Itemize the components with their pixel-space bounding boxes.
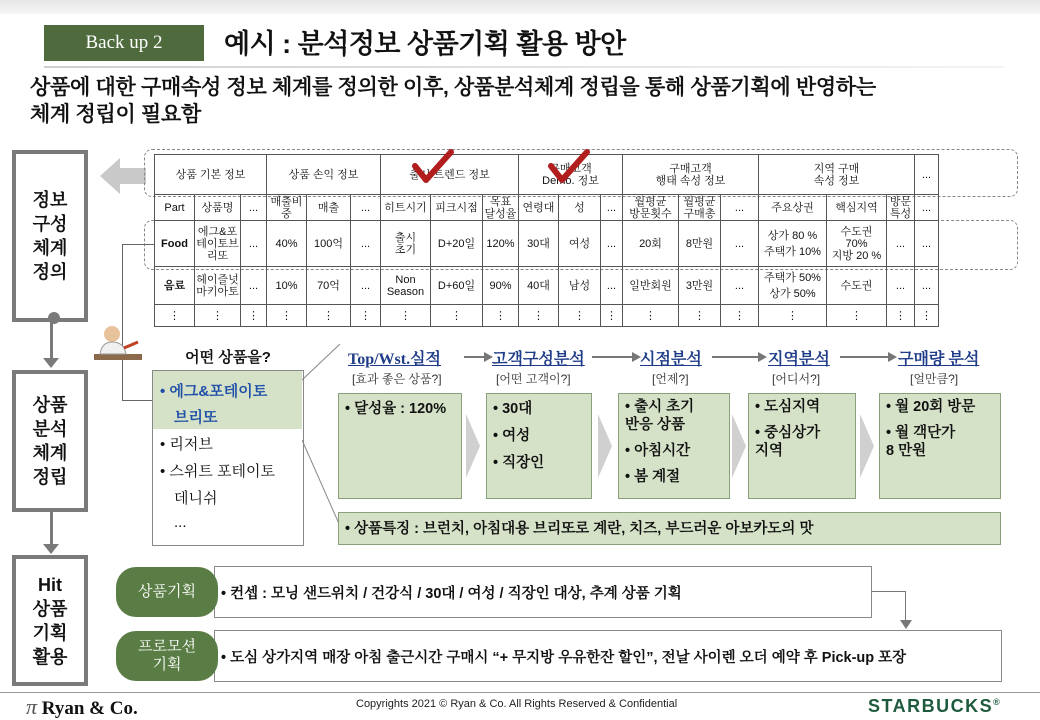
- col-header: 연령대: [519, 195, 559, 221]
- col-header: 성: [559, 195, 601, 221]
- col-header: 주요상권: [759, 195, 827, 221]
- copyright-text: Copyrights 2021 © Ryan & Co. All Rights Reserved & Confidential: [356, 698, 678, 710]
- stage-arrow-head: [632, 352, 641, 362]
- stage-arrow-head: [758, 352, 767, 362]
- table-cell: ⋮: [307, 305, 351, 327]
- table-row-beverage: [155, 267, 939, 305]
- stage-sub-time: [언제?]: [652, 372, 689, 386]
- table-cell: 10%: [267, 267, 307, 305]
- table-cell: ⋮: [915, 305, 939, 327]
- table-cell: 40%: [267, 221, 307, 267]
- stage-bullet: • 아침시간: [625, 443, 691, 459]
- table-cell: ...: [601, 267, 623, 305]
- table-cell: Non Season: [381, 267, 431, 305]
- company-logo: [26, 694, 138, 720]
- table-cell: 일반회원: [623, 267, 679, 305]
- link-line-top: [122, 244, 154, 245]
- table-cell: ⋮: [623, 305, 679, 327]
- table-cell: ⋮: [483, 305, 519, 327]
- group-profit-info: 상품 손익 정보: [267, 155, 381, 195]
- col-header: ...: [601, 195, 623, 221]
- product-item[interactable]: • 리저브: [160, 436, 213, 453]
- product-question: 어떤 상품을?: [185, 349, 271, 366]
- stage-bullet: • 봄 계절: [625, 469, 681, 485]
- plan-promo-connector: [872, 591, 906, 592]
- left-arrow-icon: [100, 156, 148, 196]
- table-cell: 수도권 70% 지방 20 %: [827, 221, 887, 267]
- person-icon: [88, 320, 148, 372]
- footer-divider: [0, 692, 1040, 693]
- stage-bullet: • 달성율 : 120%: [345, 401, 447, 417]
- stage-box-time: [618, 393, 730, 499]
- table-cell: 주택가 50% 상가 50%: [759, 267, 827, 305]
- table-cell: ⋮: [721, 305, 759, 327]
- table-cell: ...: [351, 221, 381, 267]
- process-dot: [48, 312, 60, 324]
- stage-arrow-line: [464, 356, 486, 358]
- table-cell: 70억: [307, 267, 351, 305]
- stage-sub-region: [어디서?]: [772, 372, 821, 386]
- promo-label-pill: 프로모션 기획: [116, 631, 218, 681]
- process-step-1: 정보 구성 체계 정의: [12, 150, 88, 322]
- group-basic-info: 상품 기본 정보: [155, 155, 267, 195]
- table-cell: ⋮: [601, 305, 623, 327]
- info-structure-table: [154, 154, 939, 327]
- table-cell: 8만원: [679, 221, 721, 267]
- intro-line-2: 체계 정립이 필요함: [30, 103, 201, 126]
- company-name: Ryan & Co.: [41, 698, 138, 719]
- col-header: 목표 달성율: [483, 195, 519, 221]
- table-cell: ⋮: [519, 305, 559, 327]
- table-cell: 40대: [519, 267, 559, 305]
- table-cell: ⋮: [679, 305, 721, 327]
- table-cell: ...: [241, 221, 267, 267]
- col-header: 핵심지역: [827, 195, 887, 221]
- stage-bullet: • 도심지역: [755, 399, 821, 415]
- table-cell: 출시 초기: [381, 221, 431, 267]
- table-cell: ...: [721, 221, 759, 267]
- link-line-bottom: [122, 400, 152, 401]
- process-arrow-1: [43, 358, 59, 368]
- table-cell: D+20일: [431, 221, 483, 267]
- stage-bullet: • 월 객단가 8 만원: [886, 425, 956, 459]
- table-cell: 30대: [519, 221, 559, 267]
- stage-title-time: 시점분석: [640, 351, 702, 368]
- promo-text-box: • 도심 상가지역 매장 아침 출근시간 구매시 “+ 무지방 우유한잔 할인”, 전날 사이렌 오더 예약 후 Pick-up 포장: [214, 630, 1002, 682]
- table-cell: ...: [241, 267, 267, 305]
- table-cell: ⋮: [759, 305, 827, 327]
- plan-text-box: • 컨셉 : 모닝 샌드위치 / 건강식 / 30대 / 여성 / 직장인 대상, 추계 상품 기획: [214, 566, 872, 618]
- stage-bullet: • 월 20회 방문: [886, 399, 976, 415]
- table-cell: ⋮: [381, 305, 431, 327]
- table-cell: ⋮: [195, 305, 241, 327]
- stage-bullet: • 출시 초기 반응 상품: [625, 399, 695, 433]
- title-divider: [44, 66, 1004, 68]
- fan-lines: [302, 340, 342, 540]
- process-arrow-2: [43, 544, 59, 554]
- stage-bullet: • 직장인: [493, 455, 545, 471]
- chevron-right-icon: [860, 414, 874, 478]
- top-bar: [0, 0, 1040, 14]
- process-connector-1: [50, 322, 53, 362]
- stage-title-region: 지역분석: [768, 351, 830, 368]
- chevron-right-icon: [598, 414, 612, 478]
- table-cell: 상가 80 % 주택가 10%: [759, 221, 827, 267]
- table-cell: ⋮: [431, 305, 483, 327]
- stage-arrow-head: [888, 352, 897, 362]
- table-cell: 3만원: [679, 267, 721, 305]
- table-cell: ...: [915, 221, 939, 267]
- table-cell: ⋮: [559, 305, 601, 327]
- group-more: ...: [915, 155, 939, 195]
- down-arrow-icon: [900, 620, 912, 629]
- col-header: 매출비 중: [267, 195, 307, 221]
- group-behavior-info: 구매고객 행태 속성 정보: [623, 155, 759, 195]
- table-cell: 수도권: [827, 267, 887, 305]
- col-header: 매출: [307, 195, 351, 221]
- table-cell: 헤이즐넛 마키아토: [195, 267, 241, 305]
- stage-arrow-line: [592, 356, 634, 358]
- plan-label-pill: 상품기획: [116, 567, 218, 617]
- product-item-selected-cont: 브리또: [174, 409, 218, 426]
- table-cell: 에그&포 테이토브 리또: [195, 221, 241, 267]
- table-cell: D+60일: [431, 267, 483, 305]
- check-icon-demo: [548, 148, 590, 184]
- chevron-right-icon: [466, 414, 480, 478]
- product-item[interactable]: • 스위트 포테이토: [160, 463, 276, 480]
- registered-icon: ®: [993, 697, 1002, 707]
- chevron-right-icon: [732, 414, 746, 478]
- table-cell: 90%: [483, 267, 519, 305]
- table-cell: ⋮: [155, 305, 195, 327]
- stage-arrow-head: [484, 352, 493, 362]
- product-more: ...: [174, 514, 187, 531]
- table-cell: ⋮: [887, 305, 915, 327]
- table-cell: ...: [351, 267, 381, 305]
- page-title: 예시 : 분석정보 상품기획 활용 방안: [224, 29, 626, 59]
- table-cell: 여성: [559, 221, 601, 267]
- stage-title-top-wst: Top/Wst.실적: [348, 351, 442, 368]
- table-cell: ...: [915, 267, 939, 305]
- product-feature-bar: • 상품특징 : 브런치, 아침대용 브리또로 계란, 치즈, 부드러운 아보카도의 맛: [338, 512, 1001, 545]
- table-row-more: [155, 305, 939, 327]
- process-step-2: 상품 분석 체계 정립: [12, 370, 88, 512]
- stage-arrow-line: [840, 356, 890, 358]
- table-cell: 120%: [483, 221, 519, 267]
- table-row-food: [155, 221, 939, 267]
- table-cell: ⋮: [827, 305, 887, 327]
- stage-box-top-wst: [338, 393, 462, 499]
- group-region-info: 지역 구매 속성 정보: [759, 155, 915, 195]
- intro-text: [30, 74, 1020, 128]
- table-cell: 100억: [307, 221, 351, 267]
- col-header: 상품명: [195, 195, 241, 221]
- pi-icon: π: [26, 694, 38, 719]
- stage-sub-top-wst: [효과 좋은 상품?]: [352, 372, 442, 386]
- stage-sub-volume: [얼만큼?]: [910, 372, 959, 386]
- col-header: ...: [915, 195, 939, 221]
- product-item-selected[interactable]: • 에그&포테이토: [160, 383, 268, 400]
- table-column-header-row: [155, 195, 939, 221]
- brand-name: STARBUCKS: [868, 696, 994, 716]
- col-header: 월평균 방문횟수: [623, 195, 679, 221]
- brand-logo: [868, 696, 1001, 717]
- table-cell: ...: [721, 267, 759, 305]
- stage-bullet: • 중심상가 지역: [755, 425, 821, 459]
- col-header: ...: [351, 195, 381, 221]
- table-cell: ...: [887, 267, 915, 305]
- table-cell: ...: [887, 221, 915, 267]
- check-icon-trend: [412, 148, 454, 184]
- table-cell: 음료: [155, 267, 195, 305]
- col-header: Part: [155, 195, 195, 221]
- backup-badge: Back up 2: [44, 25, 204, 61]
- table-cell: ...: [601, 221, 623, 267]
- stage-arrow-line: [712, 356, 760, 358]
- stage-title-volume: 구매량 분석: [898, 351, 980, 368]
- col-header: 월평균 구매총: [679, 195, 721, 221]
- plan-promo-connector-v: [905, 591, 906, 621]
- group-trend-info: 출시 트렌드 정보: [381, 155, 519, 195]
- col-header: 방문 특성: [887, 195, 915, 221]
- process-connector-2: [50, 512, 53, 548]
- table-cell: Food: [155, 221, 195, 267]
- intro-line-1: 상품에 대한 구매속성 정보 체계를 정의한 이후, 상품분석체계 정립을 통해 상품기획에 반영하는: [30, 76, 876, 99]
- table-cell: ⋮: [351, 305, 381, 327]
- stage-bullet: • 여성: [493, 428, 531, 444]
- stage-box-customer: [486, 393, 592, 499]
- product-item-cont: 데니쉬: [174, 490, 218, 507]
- stage-sub-customer: [어떤 고객이?]: [496, 372, 571, 386]
- stage-title-customer: 고객구성분석: [492, 351, 585, 368]
- col-header: ...: [241, 195, 267, 221]
- col-header: 피크시점: [431, 195, 483, 221]
- table-cell: 20회: [623, 221, 679, 267]
- stage-box-region: [748, 393, 856, 499]
- stage-bullet: • 30대: [493, 401, 533, 417]
- process-step-3: Hit 상품 기획 활용: [12, 555, 88, 686]
- table-cell: ⋮: [267, 305, 307, 327]
- col-header: ...: [721, 195, 759, 221]
- stage-box-volume: [879, 393, 1001, 499]
- table-cell: ⋮: [241, 305, 267, 327]
- table-cell: 남성: [559, 267, 601, 305]
- group-demo-info: 구매고객 Demo. 정보: [519, 155, 623, 195]
- col-header: 히트시기: [381, 195, 431, 221]
